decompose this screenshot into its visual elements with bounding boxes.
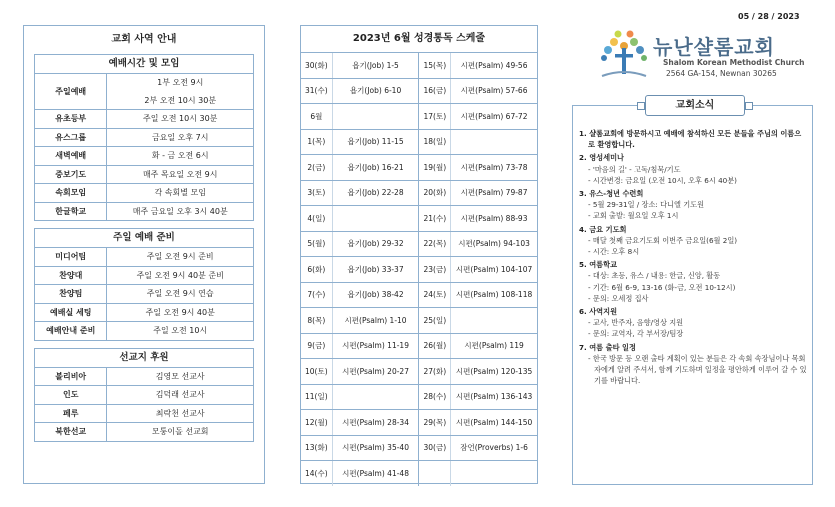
reading-passage: 욥기(Job) 1-5 (332, 53, 419, 78)
news-item-heading: 3. 유스-청년 수련회 (579, 189, 644, 199)
news-item-heading: 6. 사역지원 (579, 307, 618, 317)
row-label: 찬양팀 (35, 285, 107, 304)
reading-date: 1(목) (301, 129, 332, 155)
reading-passage: 시편(Psalm) 67-72 (451, 104, 537, 130)
reading-passage: 욥기(Job) 11-15 (332, 129, 419, 155)
row-value-line: 1부 오전 9시 (157, 78, 204, 87)
reading-date: 14(수) (301, 461, 332, 486)
table-row (35, 147, 253, 166)
reading-date: 26(월) (419, 333, 451, 359)
table-row (35, 110, 253, 129)
news-item-detail: - 매달 첫째 금요기도회 이번주 금요일(6월 2일) (588, 235, 738, 245)
reading-passage: 시편(Psalm) 11-19 (332, 333, 419, 359)
reading-date: 27(화) (419, 359, 451, 385)
reading-date: 2(금) (301, 155, 332, 181)
row-value: 김덕래 선교사 (107, 386, 253, 405)
news-item (579, 342, 807, 387)
sunday-prep-title: 주일 예배 준비 (35, 229, 253, 248)
reading-date: 22(목) (419, 231, 451, 257)
reading-date: 31(수) (301, 78, 332, 104)
news-item-heading: 7. 여름 출타 일정 (579, 342, 636, 352)
reading-row (301, 282, 537, 308)
reading-date: 12(월) (301, 410, 332, 436)
reading-date: 30(금) (419, 435, 451, 461)
news-item-detail: - 대상: 초등, 유스 / 내용: 한글, 신앙, 활동 (588, 271, 721, 281)
row-value-line: 2부 오전 10시 30분 (144, 95, 217, 105)
reading-passage: 시편(Psalm) 35-40 (332, 435, 419, 461)
reading-date: 10(토) (301, 359, 332, 385)
table-row (35, 74, 253, 110)
row-value: 각 속회별 모임 (107, 184, 253, 203)
reading-passage: 시편(Psalm) 57-66 (451, 78, 537, 104)
reading-row (301, 206, 537, 232)
news-item (579, 224, 807, 258)
church-news-title: 교회소식 (645, 95, 745, 116)
row-value (107, 74, 253, 110)
row-value: 주일 오전 10시 30분 (107, 110, 253, 129)
row-label: 예배안내 준비 (35, 322, 107, 340)
row-label: 중보기도 (35, 165, 107, 184)
reading-passage (451, 308, 537, 334)
row-label: 미디어팀 (35, 248, 107, 266)
row-value: 주일 오전 9시 40분 준비 (107, 266, 253, 285)
reading-passage: 시편(Psalm) 28-34 (332, 410, 419, 436)
news-item-detail: - 교사, 반주자, 음향/영상 지원 (588, 318, 684, 328)
reading-date: 4(일) (301, 206, 332, 232)
reading-date: 21(수) (419, 206, 451, 232)
church-address: 2564 GA-154, Newnan 30265 (666, 69, 777, 78)
news-item-detail: - 한국 방문 등 오랜 출타 계획이 있는 분들은 각 속회 속장님이나 목회자에게 알려 주셔서, 함께 기도하며 일정을 평안하게 이루어 갈 수 있기를 바랍니다. (588, 353, 807, 386)
reading-passage: 시편(Psalm) 88-93 (451, 206, 537, 232)
row-label: 속회모임 (35, 184, 107, 203)
bible-reading-table (301, 53, 537, 486)
table-row (35, 368, 253, 386)
reading-passage: 욥기(Job) 16-21 (332, 155, 419, 181)
table-row (35, 248, 253, 266)
sunday-prep-table (35, 248, 253, 340)
news-item (579, 259, 807, 304)
reading-row (301, 231, 537, 257)
reading-date: 6월 (301, 104, 332, 130)
table-row (35, 386, 253, 405)
row-label: 한글학교 (35, 202, 107, 220)
row-label: 찬양대 (35, 266, 107, 285)
reading-passage: 시편(Psalm) 1-10 (332, 308, 419, 334)
news-item (579, 152, 807, 186)
mission-support-box (34, 348, 254, 442)
news-item (579, 188, 807, 222)
reading-passage (451, 461, 537, 486)
reading-passage (451, 129, 537, 155)
news-item-detail: - 5월 29-31일 / 장소: 다니엘 기도원 (588, 200, 705, 210)
reading-date: 6(화) (301, 257, 332, 283)
worship-schedule-box (34, 54, 254, 221)
worship-schedule-table (35, 74, 253, 220)
table-row (35, 165, 253, 184)
reading-passage: 욥기(Job) 6-10 (332, 78, 419, 104)
reading-date: 5(월) (301, 231, 332, 257)
reading-passage (332, 206, 419, 232)
row-value: 주일 오전 10시 (107, 322, 253, 340)
row-value: 모퉁이돌 선교회 (107, 423, 253, 441)
bible-reading-title: 2023년 6월 성경통독 스케줄 (301, 26, 537, 53)
mission-support-title: 선교지 후원 (35, 349, 253, 368)
reading-date: 25(일) (419, 308, 451, 334)
reading-passage (332, 384, 419, 410)
reading-row (301, 257, 537, 283)
row-label: 인도 (35, 386, 107, 405)
sunday-prep-box (34, 228, 254, 341)
news-item-detail: - 문의: 오세정 집사 (588, 293, 649, 303)
reading-passage: 시편(Psalm) 136-143 (451, 384, 537, 410)
reading-date: 13(화) (301, 435, 332, 461)
table-row (35, 202, 253, 220)
row-value: 주일 오전 9시 연습 (107, 285, 253, 304)
reading-passage: 욥기(Job) 33-37 (332, 257, 419, 283)
reading-passage: 시편(Psalm) 79-87 (451, 180, 537, 206)
news-item-detail: - 기간: 6월 6-9, 13-16 (화-금, 오전 10-12시) (588, 282, 736, 292)
tree-cross-icon (596, 28, 652, 80)
row-value: 주일 오전 9시 40분 (107, 303, 253, 322)
row-value: 주일 오전 9시 준비 (146, 252, 214, 262)
row-label: 유초등부 (35, 110, 107, 129)
row-label: 예배실 세팅 (35, 303, 107, 322)
reading-date: 23(금) (419, 257, 451, 283)
row-value: 화 - 금 오전 6시 (107, 147, 253, 166)
reading-passage: 시편(Psalm) 144-150 (451, 410, 537, 436)
church-news-list (579, 128, 807, 388)
reading-row (301, 410, 537, 436)
reading-passage: 잠언(Proverbs) 1-6 (451, 435, 537, 461)
reading-passage: 시편(Psalm) 104-107 (451, 257, 537, 283)
ministry-title: 교회 사역 안내 (111, 34, 177, 45)
mission-support-table (35, 368, 253, 441)
row-value: 금요일 오후 7시 (107, 128, 253, 147)
reading-passage: 시편(Psalm) 94-103 (451, 231, 537, 257)
reading-date: 30(화) (301, 53, 332, 78)
table-row (35, 404, 253, 423)
reading-row (301, 359, 537, 385)
reading-passage: 욥기(Job) 38-42 (332, 282, 419, 308)
table-row (35, 423, 253, 441)
reading-date: 19(월) (419, 155, 451, 181)
reading-passage: 시편(Psalm) 49-56 (451, 53, 537, 78)
reading-passage: 욥기(Job) 22-28 (332, 180, 419, 206)
news-item-heading: 2. 영성세미나 (579, 153, 624, 163)
reading-passage: 시편(Psalm) 20-27 (332, 359, 419, 385)
row-label: 새벽예배 (35, 147, 107, 166)
table-row (35, 266, 253, 285)
ministry-panel (23, 25, 265, 484)
row-label: 볼리비아 (35, 368, 107, 386)
reading-passage: 시편(Psalm) 120-135 (451, 359, 537, 385)
reading-row (301, 155, 537, 181)
row-label: 북한선교 (35, 423, 107, 441)
news-item-detail: - '마음의 길' - 고독/침묵/기도 (588, 164, 681, 174)
reading-date: 15(목) (419, 53, 451, 78)
table-row (35, 128, 253, 147)
reading-row (301, 308, 537, 334)
reading-date: 28(수) (419, 384, 451, 410)
row-label: 유스그룹 (35, 128, 107, 147)
reading-passage: 욥기(Job) 29-32 (332, 231, 419, 257)
row-label: 페루 (35, 404, 107, 423)
news-item-detail: - 문의: 교역자, 각 부서장/팀장 (588, 329, 684, 339)
reading-passage: 시편(Psalm) 119 (451, 333, 537, 359)
reading-passage (332, 104, 419, 130)
news-item-heading: 1. 샬롬교회에 방문하시고 예배에 참석하신 모든 분들을 주님의 이름으로 환영합니다. (579, 129, 802, 150)
worship-schedule-title: 예배시간 및 모임 (35, 55, 253, 74)
reading-passage: 시편(Psalm) 41-48 (332, 461, 419, 486)
news-item-heading: 4. 금요 기도회 (579, 224, 627, 234)
news-item-detail: - 시간: 오후 8시 (588, 247, 640, 257)
reading-date: 9(금) (301, 333, 332, 359)
row-value: 매주 목요일 오전 9시 (107, 165, 253, 184)
reading-date: 11(일) (301, 384, 332, 410)
table-row (35, 303, 253, 322)
row-value: 김영모 선교사 (155, 371, 205, 381)
reading-row (301, 104, 537, 130)
reading-row (301, 180, 537, 206)
reading-row (301, 461, 537, 486)
news-item (579, 128, 807, 150)
reading-date: 20(화) (419, 180, 451, 206)
row-label: 주일예배 (35, 74, 107, 110)
table-row (35, 184, 253, 203)
reading-row (301, 333, 537, 359)
reading-row (301, 53, 537, 78)
reading-date: 18(일) (419, 129, 451, 155)
news-item-detail: - 교회 출발: 월요일 오후 1시 (588, 211, 679, 221)
bible-reading-panel (300, 25, 538, 484)
table-row (35, 285, 253, 304)
news-item (579, 306, 807, 340)
news-item-detail: - 시간변경: 금요일 (오전 10시, 오후 6시 40분) (588, 175, 737, 185)
reading-row (301, 129, 537, 155)
reading-date: 8(목) (301, 308, 332, 334)
news-item-heading: 5. 여름학교 (579, 260, 618, 270)
church-name-english: Shalom Korean Methodist Church (663, 58, 805, 67)
reading-passage: 시편(Psalm) 108-118 (451, 282, 537, 308)
reading-date: 7(수) (301, 282, 332, 308)
reading-row (301, 78, 537, 104)
row-value: 매주 금요일 오후 3시 40분 (107, 202, 253, 220)
reading-passage: 시편(Psalm) 73-78 (451, 155, 537, 181)
reading-date: 17(토) (419, 104, 451, 130)
reading-row (301, 435, 537, 461)
reading-row (301, 384, 537, 410)
bulletin-date: 05 / 28 / 2023 (738, 12, 800, 21)
row-value: 최락천 선교사 (107, 404, 253, 423)
reading-date: 16(금) (419, 78, 451, 104)
reading-date: 29(목) (419, 410, 451, 436)
church-name-korean: 뉴난샬롬교회 (653, 35, 775, 59)
reading-date: 3(토) (301, 180, 332, 206)
table-row (35, 322, 253, 340)
reading-date: 24(토) (419, 282, 451, 308)
reading-date (419, 461, 451, 486)
